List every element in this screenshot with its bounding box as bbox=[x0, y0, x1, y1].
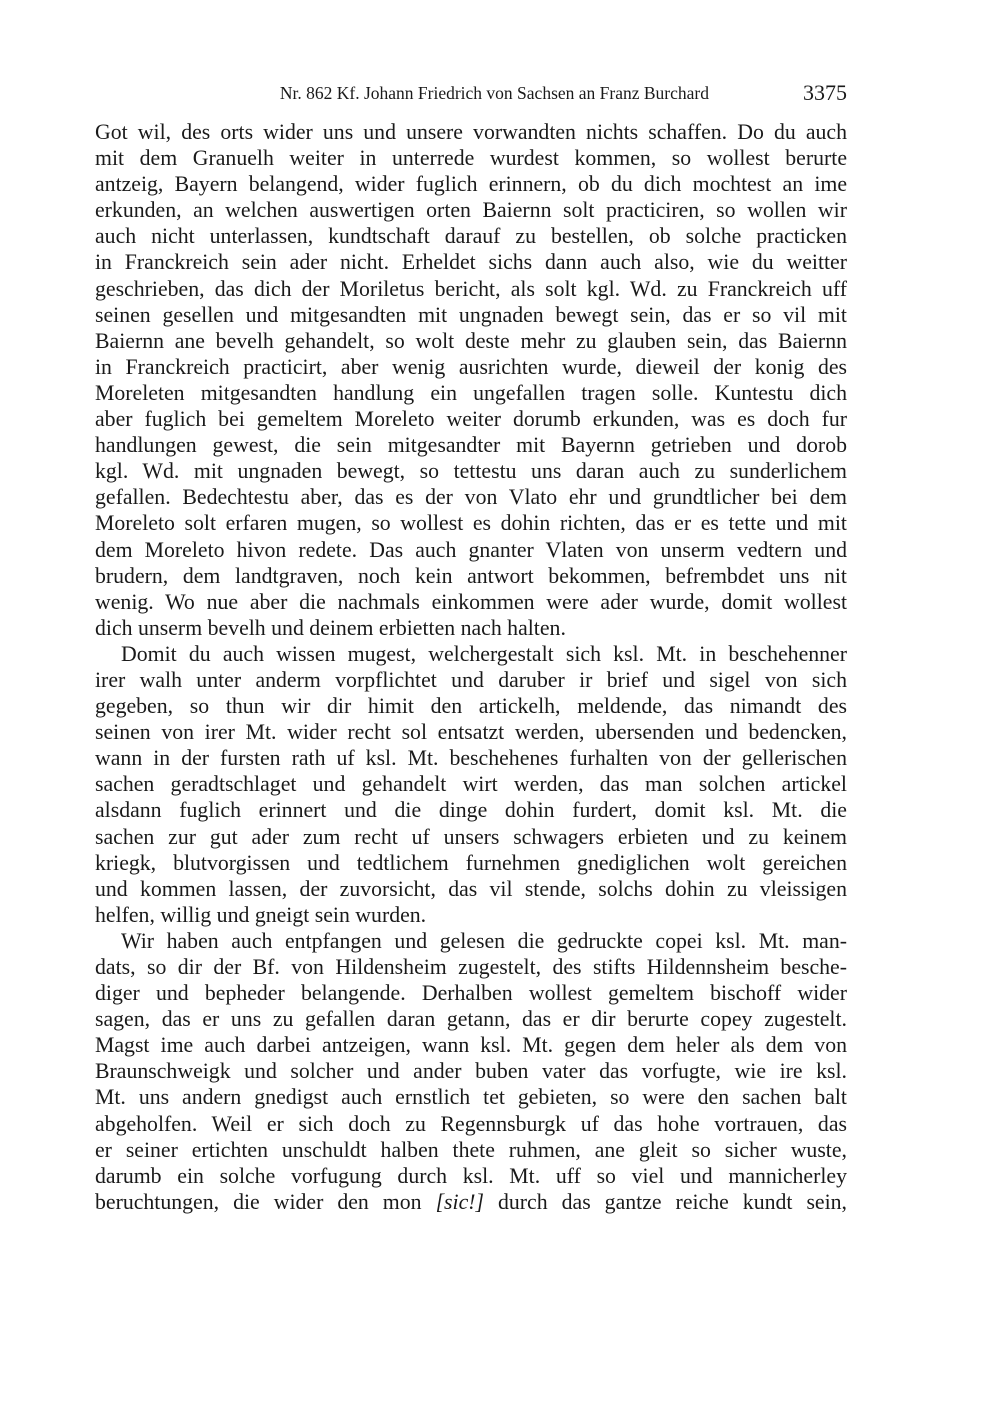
text-line: handlungen gewest, die sein mitgesandter mit Bayernn getrieben und dorob bbox=[95, 433, 847, 458]
text-line: gegeben, so thun wir dir himit den artickelh, meldende, das nimandt des bbox=[95, 694, 847, 719]
text-line: sachen geradtschlaget und gehandelt wirt werden, das man solchen artickel bbox=[95, 772, 847, 797]
text-line: irer walh unter anderm vorpflichtet und daruber ir brief und sigel von sich bbox=[95, 667, 847, 692]
text-line: dich unserm bevelh und deinem erbietten nach halten. bbox=[95, 615, 566, 640]
text-fragment: durch das gantze reiche kundt sein, bbox=[484, 1189, 848, 1214]
text-line: wann in der fursten rath uf ksl. Mt. beschehenes furhalten von der gellerischen bbox=[95, 746, 847, 771]
text-line: diger und bepheder belangende. Derhalben wollest gemeltem bischoff wider bbox=[95, 981, 847, 1006]
text-line: dats, so dir der Bf. von Hildensheim zugestelt, des stifts Hildennsheim besche- bbox=[95, 955, 847, 979]
text-fragment: beruchtungen, die wider den mon bbox=[95, 1189, 436, 1214]
text-line: Magst ime auch darbei antzeigen, wann ksl. Mt. gegen dem heler als dem von bbox=[95, 1033, 847, 1058]
body-text bbox=[95, 119, 847, 1215]
editorial-sic-note: [sic!] bbox=[435, 1189, 484, 1214]
text-line: alsdann fuglich erinnert und die dinge dohin furdert, domit ksl. Mt. die bbox=[95, 798, 847, 823]
text-line: geschrieben, das dich der Moriletus bericht, als solt kgl. Wd. zu Franckreich uff bbox=[95, 276, 847, 301]
page-number: 3375 bbox=[803, 80, 847, 105]
paragraph bbox=[95, 119, 847, 641]
text-line: in Franckreich practicirt, aber wenig ausrichten wurde, dieweil der konig des bbox=[95, 354, 847, 379]
text-line: Domit du auch wissen mugest, welchergestalt sich ksl. Mt. in beschehenner bbox=[121, 641, 847, 666]
text-line: sagen, das er uns zu gefallen daran getann, das er dir berurte copey zugestelt. bbox=[95, 1007, 847, 1032]
text-line: Moreleten mitgesandten handlung ein ungefallen tragen solle. Kuntestu dich bbox=[95, 380, 847, 405]
paragraph bbox=[95, 641, 847, 928]
text-line: in Franckreich sein ader nicht. Erheldet sichs dann auch also, wie du weitter bbox=[95, 250, 847, 275]
text-line: abgeholfen. Weil er sich doch zu Regennsburgk uf das hohe vortrauen, das bbox=[95, 1111, 847, 1136]
text-line: dem Moreleto hivon redete. Das auch gnanter Vlaten von unserm vedtern und bbox=[95, 537, 847, 562]
text-line: seinen gesellen und mitgesandten mit ungnaden bewegt sein, das er so vil mit bbox=[95, 302, 847, 327]
paragraph bbox=[95, 928, 847, 1215]
text-line-final bbox=[95, 1189, 847, 1215]
text-line: Mt. uns andern gnedigst auch ernstlich tet gebieten, so were den sachen balt bbox=[95, 1085, 847, 1110]
text-line: erkunden, an welchen auswertigen orten Baiernn solt practiciren, so wollen wir bbox=[95, 198, 847, 223]
text-line: sachen zur gut ader zum recht uf unsers schwagers erbieten und zu keinem bbox=[95, 824, 847, 849]
text-line: darumb ein solche vorfugung durch ksl. Mt. uff so viel und mannicherley bbox=[95, 1163, 847, 1188]
text-line: seinen von irer Mt. wider recht sol entsatzt werden, ubersenden und bedencken, bbox=[95, 720, 847, 745]
text-line: Moreleto solt erfaren mugen, so wollest es dohin richten, das er es tette und mit bbox=[95, 511, 847, 536]
text-line: kriegk, blutvorgissen und tedtlichem furnehmen gnediglichen wolt gereichen bbox=[95, 850, 847, 875]
text-line: antzeig, Bayern belangend, wider fuglich erinnern, ob du dich mochtest an ime bbox=[95, 172, 847, 197]
text-line: helfen, willig und gneigt sein wurden. bbox=[95, 902, 427, 927]
text-line: gefallen. Bedechtestu aber, das es der von Vlato ehr und grundtlicher bei dem bbox=[95, 485, 847, 510]
text-line: kgl. Wd. mit ungnaden bewegt, so tettestu uns daran auch zu sunderlichem bbox=[95, 459, 847, 484]
text-line: Got wil, des orts wider uns und unsere vorwandten nichts schaffen. Do du auch bbox=[95, 120, 847, 144]
text-line: mit dem Granuelh weiter in unterrede wurdest kommen, so wollest berurte bbox=[95, 146, 847, 171]
text-line: wenig. Wo nue aber die nachmals einkommen were ader wurde, domit wollest bbox=[95, 589, 847, 614]
text-line: Baiernn ane bevelh gehandelt, so wolt deste mehr zu glauben sein, das Baiernn bbox=[95, 328, 847, 353]
text-line: auch nicht unterlassen, kundtschaft darauf zu bestellen, ob solche practicken bbox=[95, 224, 847, 249]
running-header bbox=[95, 80, 847, 110]
text-line: er seiner ertichten unschuldt halben thete ruhmen, ane gleit so sicher wuste, bbox=[95, 1137, 847, 1162]
text-line: aber fuglich bei gemeltem Moreleto weiter dorumb erkunden, was es doch fur bbox=[95, 407, 847, 432]
running-title: Nr. 862 Kf. Johann Friedrich von Sachsen an Franz Burchard bbox=[279, 83, 709, 103]
text-line: Braunschweigk und solcher und ander buben vater das vorfugte, wie ire ksl. bbox=[95, 1059, 847, 1084]
text-line: brudern, dem landtgraven, noch kein antwort bekommen, befrembdet uns nit bbox=[95, 563, 847, 588]
text-line: Wir haben auch entpfangen und gelesen die gedruckte copei ksl. Mt. man- bbox=[121, 928, 847, 953]
text-line: und kommen lassen, der zuvorsicht, das vil stende, solchs dohin zu vleissigen bbox=[95, 876, 847, 901]
